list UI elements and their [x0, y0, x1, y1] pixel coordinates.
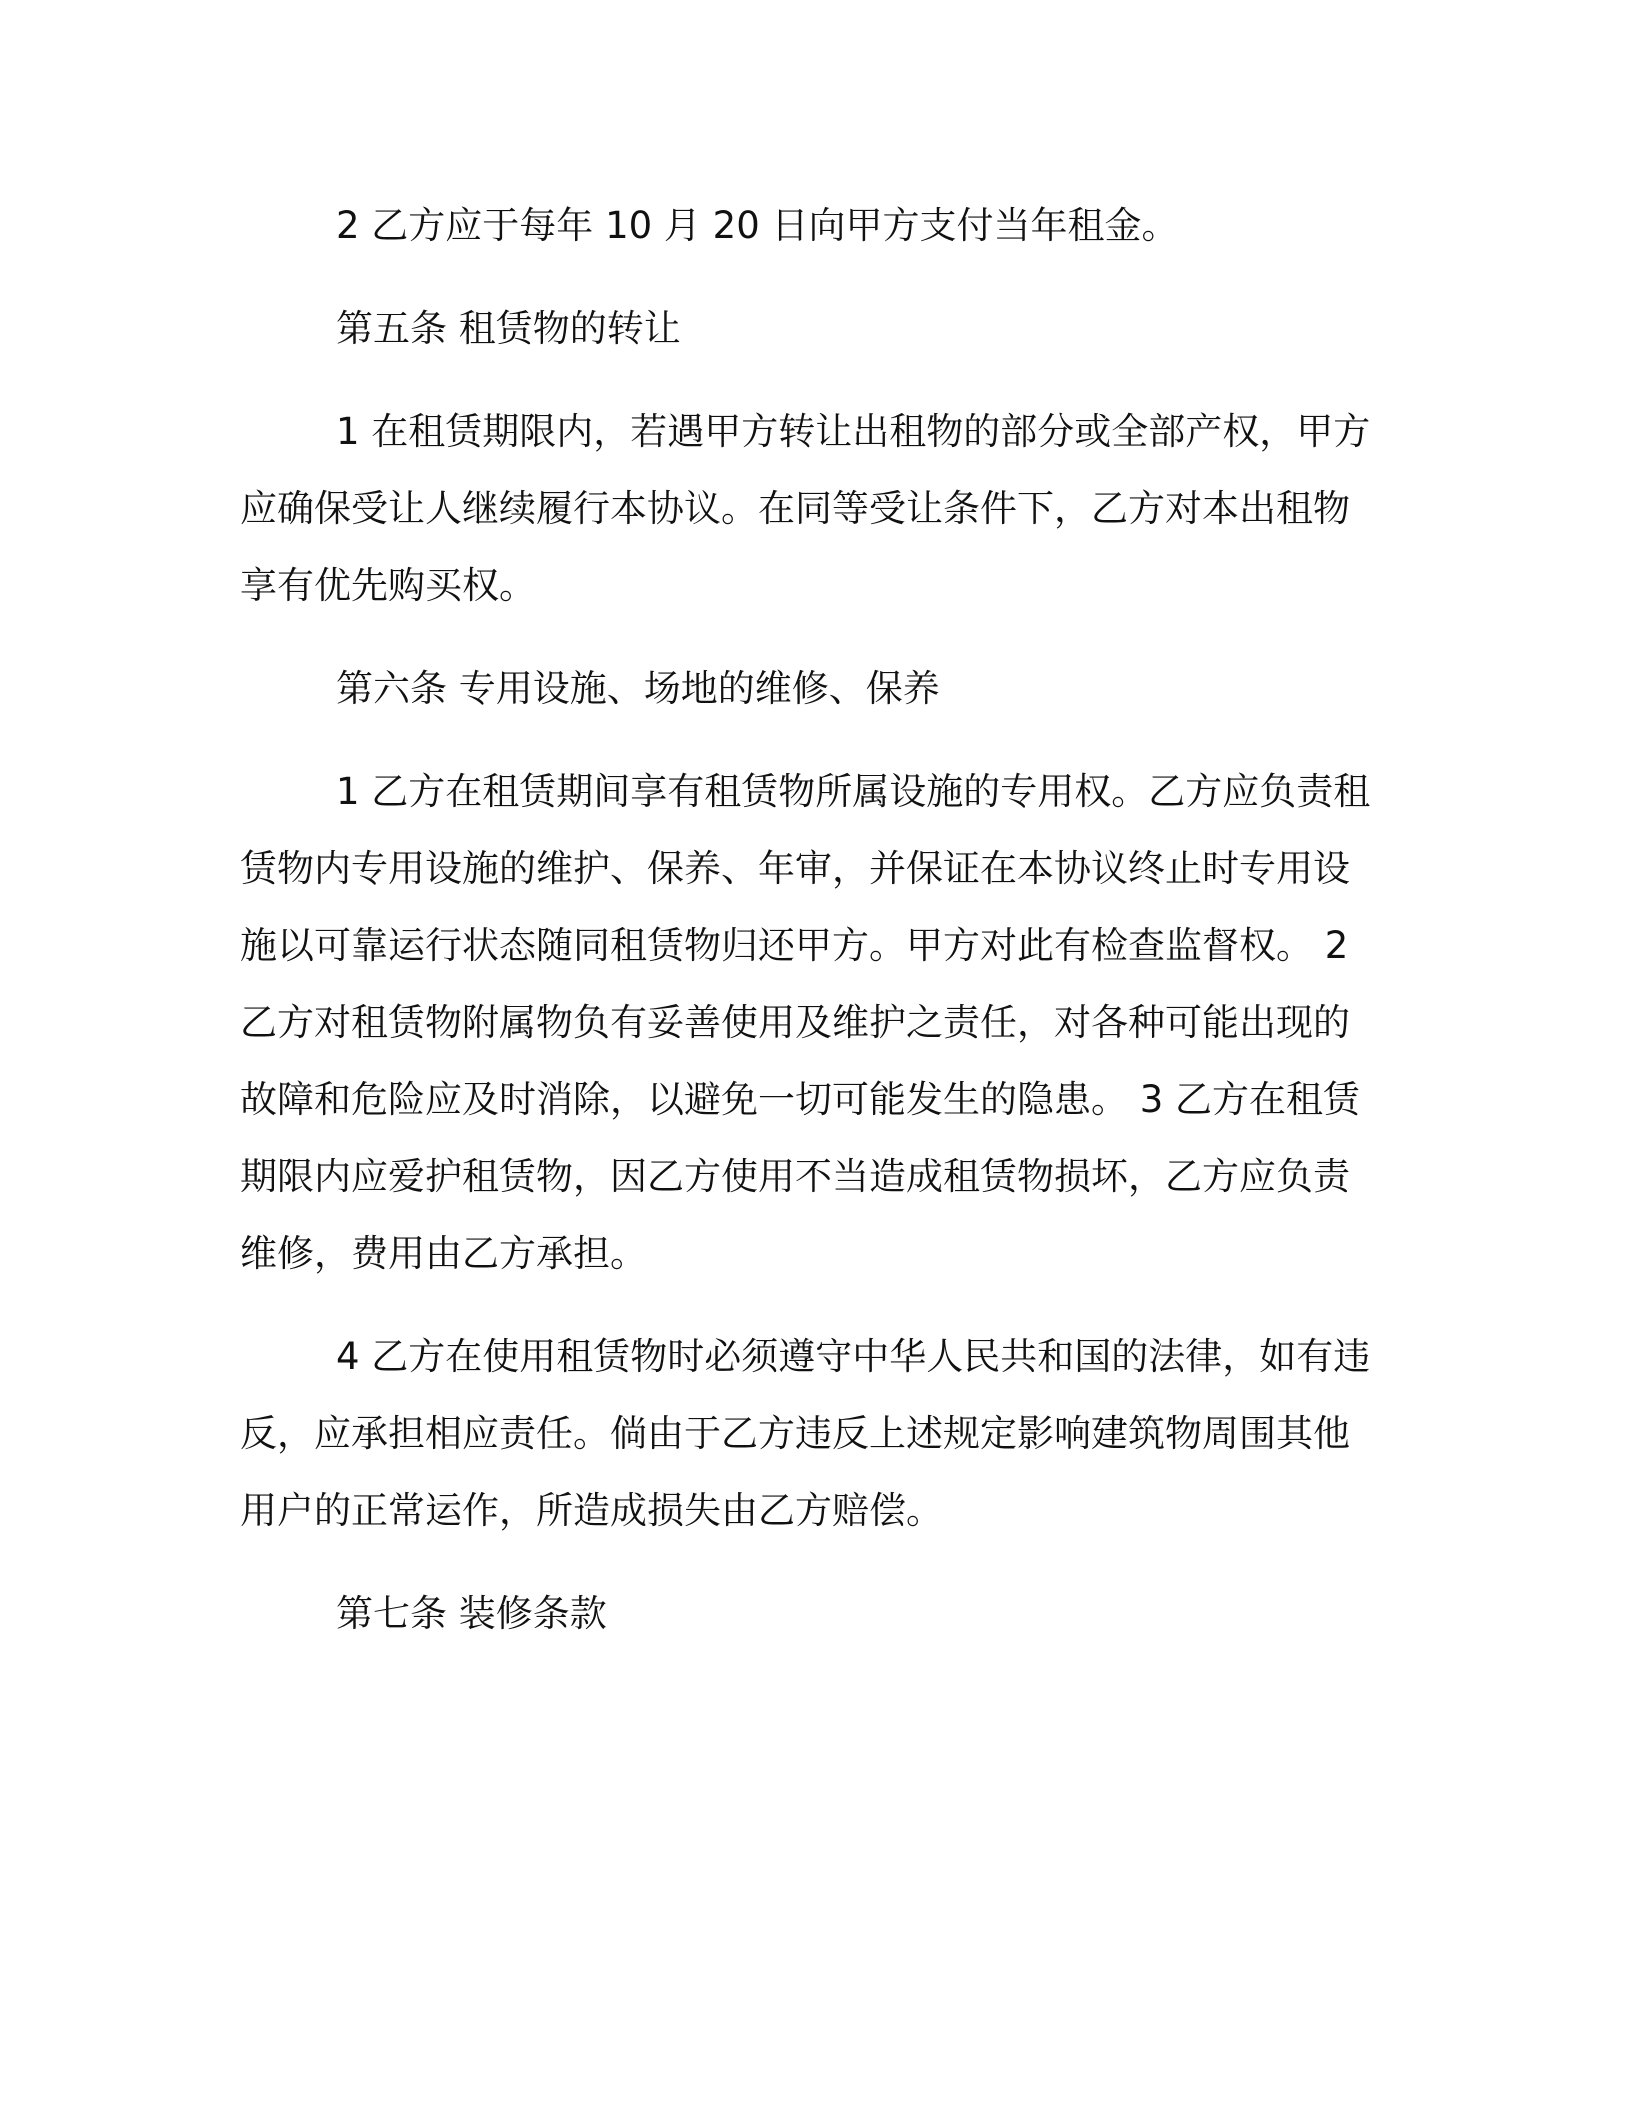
paragraph-law-compliance: 4 乙方在使用租赁物时必须遵守中华人民共和国的法律，如有违反，应承担相应责任。倘由于乙方违反上述规定影响建筑物周围其他用户的正常运作，所造成损失由乙方赔偿。: [240, 1335, 1371, 1532]
heading-article-5: 第五条 租赁物的转让: [336, 307, 681, 350]
document-body: [240, 187, 1375, 1678]
heading-article-6: 第六条 专用设施、场地的维修、保养: [336, 667, 940, 710]
paragraph-transfer: 1 在租赁期限内，若遇甲方转让出租物的部分或全部产权，甲方应确保受让人继续履行本协议。在同等受让条件下，乙方对本出租物享有优先购买权。: [240, 410, 1371, 607]
heading-article-7: 第七条 装修条款: [336, 1592, 607, 1635]
paragraph-maintenance: 1 乙方在租赁期间享有租赁物所属设施的专用权。乙方应负责租赁物内专用设施的维护、保养、年审，并保证在本协议终止时专用设施以可靠运行状态随同租赁物归还甲方。甲方对此有检查监督权。 2 乙方对租赁物附属物负有妥善使用及维护之责任，对各种可能出现的故障和危险应及时消除，以避免一切可能发生的隐患。 3 乙方在租赁期限内应爱护租赁物，因乙方使用不当造成租赁物损坏，乙方应负责维修，费用由乙方承担。: [240, 770, 1371, 1275]
paragraph-rent-payment: 2 乙方应于每年 10 月 20 日向甲方支付当年租金。: [336, 204, 1179, 247]
